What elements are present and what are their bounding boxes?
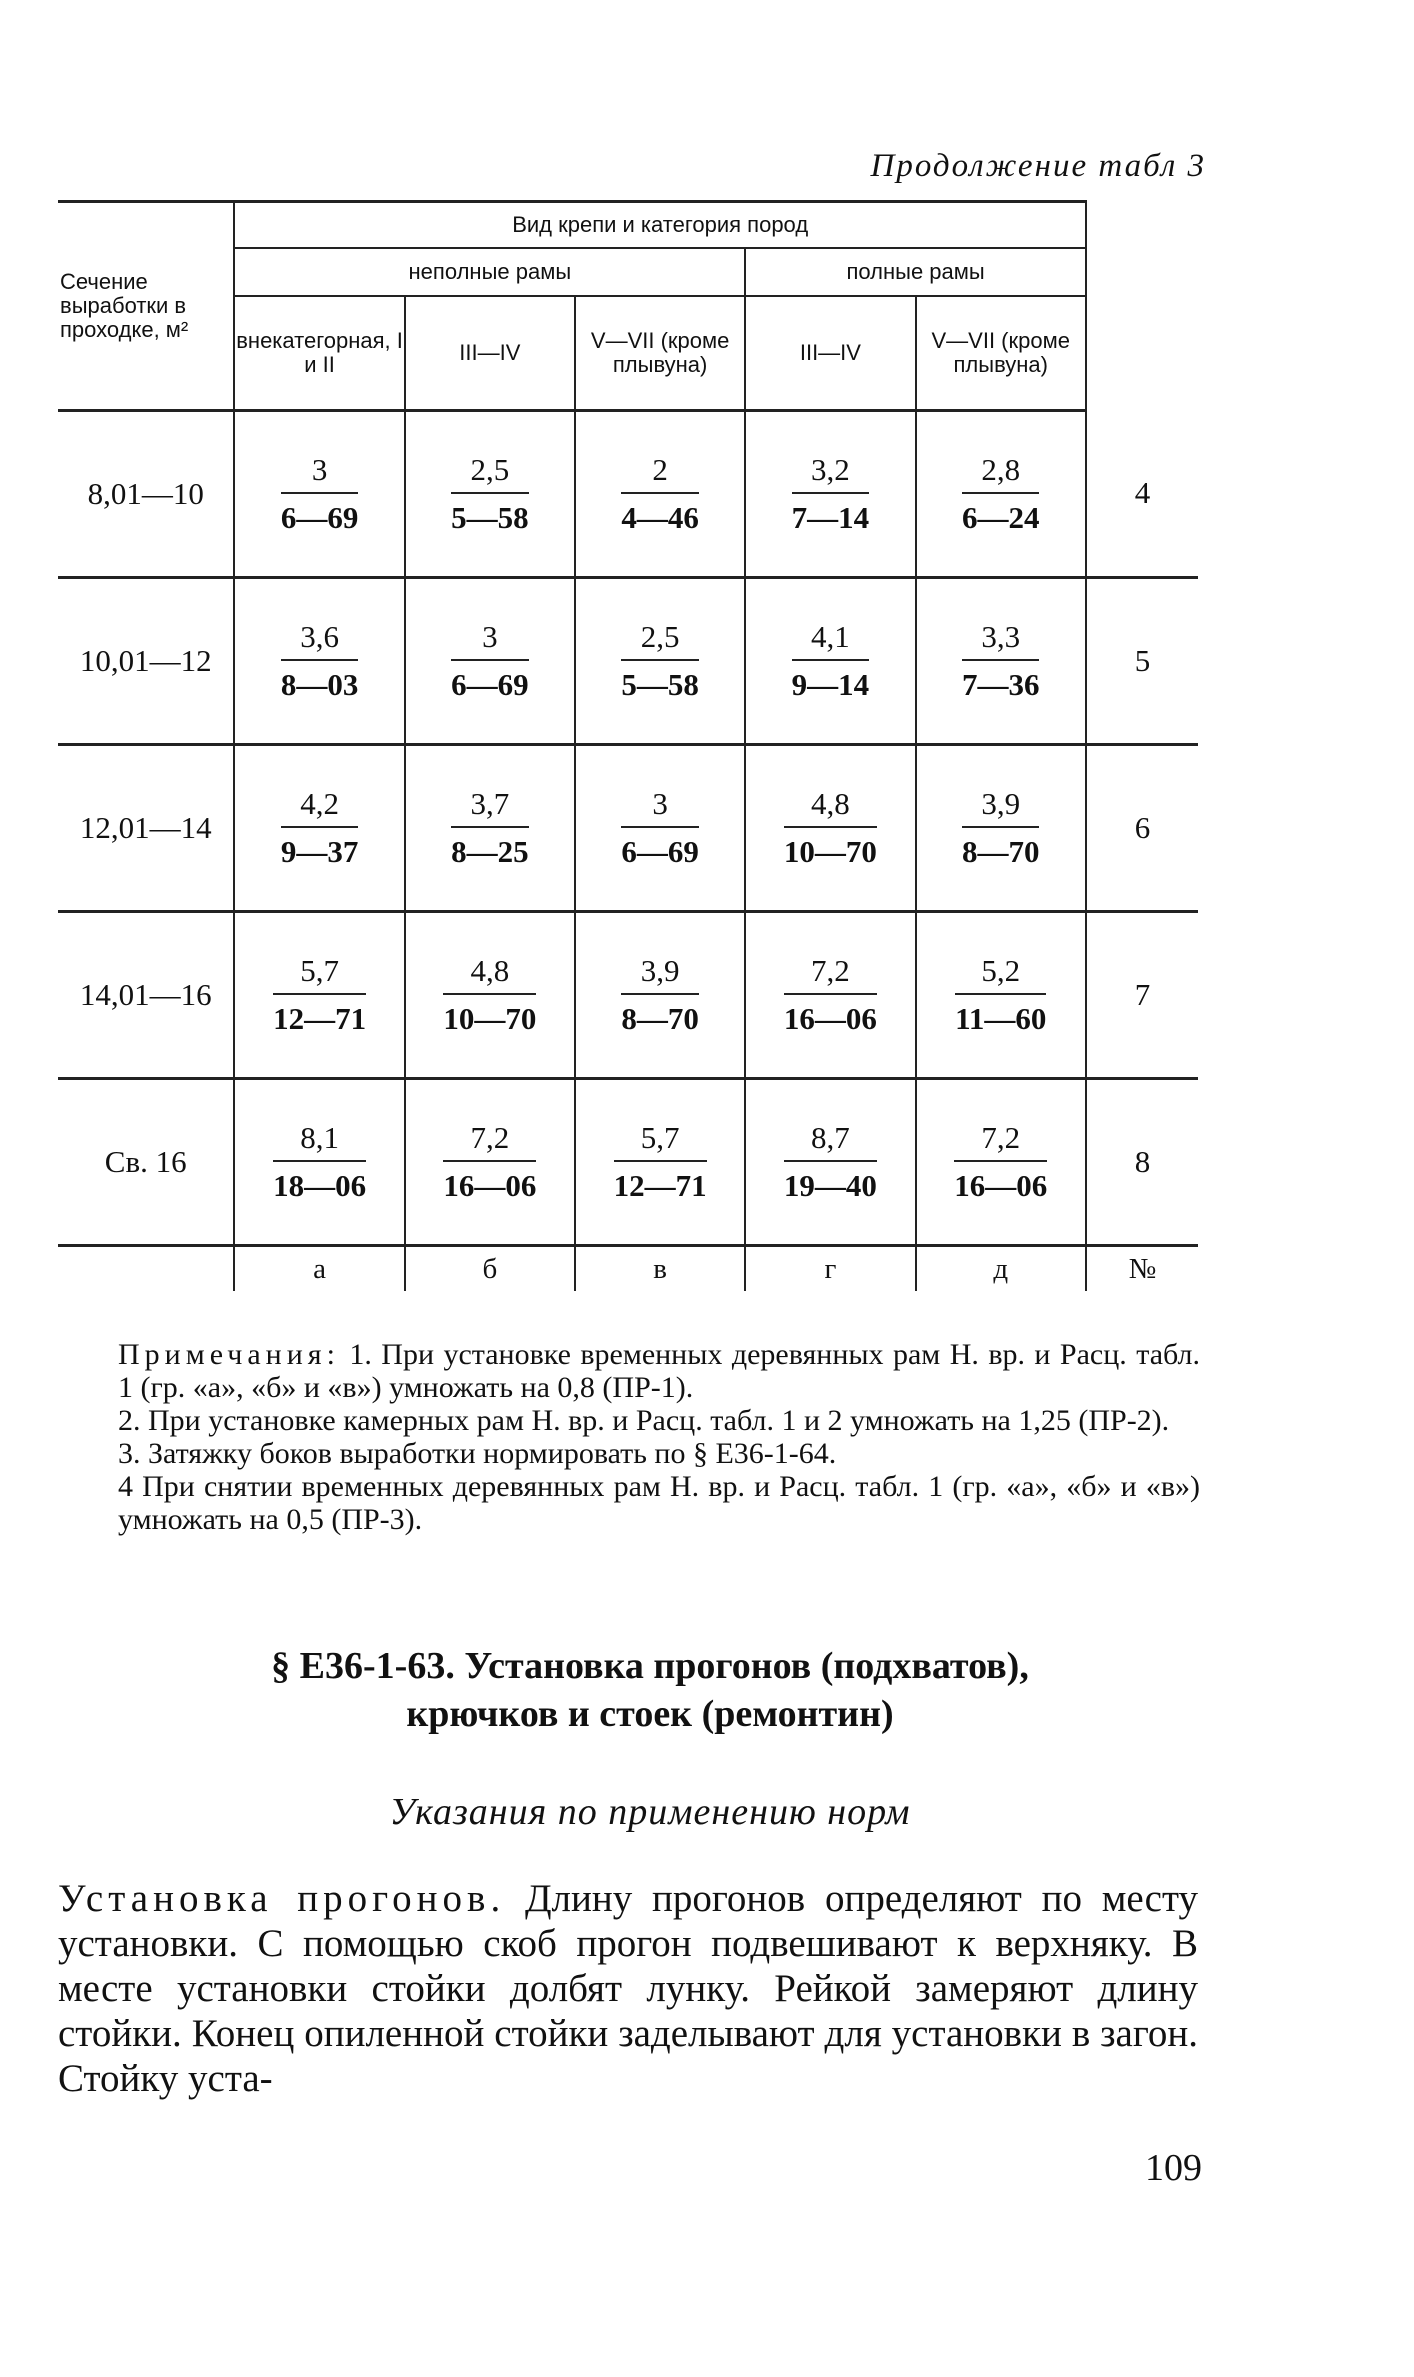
rate: 7—36 bbox=[961, 667, 1040, 702]
rate: 8—70 bbox=[621, 1001, 699, 1036]
table-row bbox=[58, 745, 1198, 912]
rate: 6—69 bbox=[621, 834, 699, 869]
norm-cell bbox=[405, 411, 575, 578]
norm-cell bbox=[575, 912, 745, 1079]
time-norm: 7,2 bbox=[954, 1120, 1047, 1162]
incomplete-frames-header: неполные рамы bbox=[234, 248, 745, 296]
note-1-text: 1. При установке временных деревянных рам Н. вр. и Расц. табл. 1 (гр. «а», «б» и «в») умножать на 0,8 (ПР-1). bbox=[118, 1338, 1200, 1404]
rate: 6—24 bbox=[961, 500, 1040, 535]
norm-cell bbox=[234, 578, 404, 745]
rate: 12—71 bbox=[273, 1001, 367, 1036]
time-norm: 3 bbox=[451, 619, 529, 661]
norm-cell bbox=[575, 1079, 745, 1246]
norm-cell bbox=[745, 411, 915, 578]
column-header-v: V—VII (кроме плывуна) bbox=[575, 296, 745, 411]
time-norm: 3 bbox=[621, 786, 699, 828]
table-row bbox=[58, 411, 1198, 578]
column-header-g: III—IV bbox=[745, 296, 915, 411]
norm-cell bbox=[405, 745, 575, 912]
time-norm: 4,8 bbox=[784, 786, 877, 828]
table-row bbox=[58, 578, 1198, 745]
column-header-b: III—IV bbox=[405, 296, 575, 411]
rate: 16—06 bbox=[954, 1168, 1048, 1203]
norm-cell bbox=[234, 411, 404, 578]
rate: 9—14 bbox=[791, 667, 870, 702]
row-number: 7 bbox=[1086, 912, 1198, 1079]
rate: 6—69 bbox=[451, 667, 529, 702]
section-cell: Св. 16 bbox=[58, 1079, 234, 1246]
row-number: 8 bbox=[1086, 1079, 1198, 1246]
norm-cell bbox=[575, 745, 745, 912]
rate: 7—14 bbox=[791, 500, 870, 535]
norm-cell bbox=[405, 1079, 575, 1246]
rate: 4—46 bbox=[621, 500, 699, 535]
rate: 6—69 bbox=[280, 500, 359, 535]
note-2: 2. При установке камерных рам Н. вр. и Расц. табл. 1 и 2 умножать на 1,25 (ПР-2). bbox=[118, 1404, 1170, 1437]
time-norm: 3,9 bbox=[962, 786, 1040, 828]
body-paragraph bbox=[58, 1876, 1198, 2101]
support-type-header: Вид крепи и категория пород bbox=[234, 202, 1086, 249]
time-norm: 2 bbox=[621, 452, 699, 494]
rate: 10—70 bbox=[783, 834, 877, 869]
note-1 bbox=[118, 1338, 1200, 1404]
table-row bbox=[58, 1079, 1198, 1246]
time-norm: 4,8 bbox=[443, 953, 536, 995]
time-norm: 7,2 bbox=[784, 953, 877, 995]
norm-cell bbox=[745, 1079, 915, 1246]
norm-cell bbox=[745, 912, 915, 1079]
note-3: 3. Затяжку боков выработки нормировать по § Е36-1-64. bbox=[118, 1437, 837, 1470]
rate: 11—60 bbox=[955, 1001, 1047, 1036]
section-column-header: Сечение выработки в проходке, м² bbox=[58, 202, 234, 411]
time-norm: 3 bbox=[281, 452, 359, 494]
table-continuation-label: Продолжение табл 3 bbox=[870, 148, 1206, 184]
row-number: 6 bbox=[1086, 745, 1198, 912]
notes-label: Примечания: bbox=[118, 1338, 340, 1371]
norm-cell bbox=[234, 1079, 404, 1246]
rate: 16—06 bbox=[783, 1001, 877, 1036]
time-norm: 4,1 bbox=[792, 619, 870, 661]
column-letter: д bbox=[916, 1246, 1086, 1292]
column-letter: г bbox=[745, 1246, 915, 1292]
page-number: 109 bbox=[1145, 2147, 1202, 2189]
norm-cell bbox=[745, 578, 915, 745]
complete-frames-header: полные рамы bbox=[745, 248, 1086, 296]
norm-cell bbox=[234, 745, 404, 912]
column-header-d: V—VII (кроме плывуна) bbox=[916, 296, 1086, 411]
time-norm: 8,7 bbox=[784, 1120, 877, 1162]
table-row bbox=[58, 912, 1198, 1079]
time-norm: 2,5 bbox=[451, 452, 529, 494]
norm-cell bbox=[916, 1079, 1086, 1246]
section-cell: 14,01—16 bbox=[58, 912, 234, 1079]
time-norm: 2,8 bbox=[962, 452, 1040, 494]
rate: 16—06 bbox=[443, 1168, 537, 1203]
norm-cell bbox=[916, 411, 1086, 578]
norm-cell bbox=[575, 411, 745, 578]
column-letters-row bbox=[58, 1246, 1198, 1292]
norm-cell bbox=[575, 578, 745, 745]
rate: 10—70 bbox=[443, 1001, 537, 1036]
number-column-header bbox=[1086, 202, 1198, 411]
time-norm: 5,7 bbox=[273, 953, 366, 995]
norm-cell bbox=[405, 912, 575, 1079]
section-cell: 10,01—12 bbox=[58, 578, 234, 745]
column-letter: а bbox=[234, 1246, 404, 1292]
number-sign: № bbox=[1086, 1246, 1198, 1292]
rate: 8—03 bbox=[280, 667, 359, 702]
time-norm: 5,7 bbox=[614, 1120, 707, 1162]
section-cell: 8,01—10 bbox=[58, 411, 234, 578]
norm-cell bbox=[234, 912, 404, 1079]
norm-cell bbox=[405, 578, 575, 745]
rate: 9—37 bbox=[280, 834, 359, 869]
section-heading bbox=[100, 1642, 1200, 1738]
section-heading-line-2: крючков и стоек (ремонтин) bbox=[406, 1693, 894, 1735]
norm-cell bbox=[916, 745, 1086, 912]
time-norm: 8,1 bbox=[273, 1120, 366, 1162]
column-header-a: внекатегорная, I и II bbox=[234, 296, 404, 411]
section-cell: 12,01—14 bbox=[58, 745, 234, 912]
norm-cell bbox=[916, 912, 1086, 1079]
rate: 8—70 bbox=[961, 834, 1040, 869]
norm-cell bbox=[916, 578, 1086, 745]
row-number: 5 bbox=[1086, 578, 1198, 745]
time-norm: 5,2 bbox=[955, 953, 1046, 995]
subheading: Указания по применению норм bbox=[389, 1791, 911, 1833]
empty-cell bbox=[58, 1246, 234, 1292]
time-norm: 2,5 bbox=[621, 619, 699, 661]
time-norm: 4,2 bbox=[281, 786, 359, 828]
body-text: Длину прогонов определяют по месту установки. С помощью скоб прогон подвешивают к верхняку. В месте установки стойки долбят лунку. Рейкой замеряют длину стойки. Конец опиленной стойки заделывают для установки в загон. Стойку уста- bbox=[58, 1877, 1198, 2100]
section-heading-line-1: § Е36-1-63. Установка прогонов (подхватов), bbox=[271, 1645, 1029, 1687]
rate: 5—58 bbox=[621, 667, 699, 702]
norms-table bbox=[58, 200, 1198, 1291]
time-norm: 3,3 bbox=[962, 619, 1040, 661]
time-norm: 3,6 bbox=[281, 619, 359, 661]
rate: 8—25 bbox=[451, 834, 529, 869]
time-norm: 7,2 bbox=[443, 1120, 536, 1162]
table-notes bbox=[118, 1338, 1200, 1536]
rate: 19—40 bbox=[783, 1168, 877, 1203]
norm-cell bbox=[745, 745, 915, 912]
rate: 12—71 bbox=[613, 1168, 707, 1203]
note-4: 4 При снятии временных деревянных рам Н. вр. и Расц. табл. 1 (гр. «а», «б» и «в») умножать на 0,5 (ПР-3). bbox=[118, 1470, 1200, 1536]
rate: 5—58 bbox=[451, 500, 529, 535]
time-norm: 3,9 bbox=[621, 953, 699, 995]
column-letter: в bbox=[575, 1246, 745, 1292]
time-norm: 3,7 bbox=[451, 786, 529, 828]
body-lead: Установка прогонов. bbox=[58, 1877, 506, 1920]
column-letter: б bbox=[405, 1246, 575, 1292]
time-norm: 3,2 bbox=[792, 452, 870, 494]
rate: 18—06 bbox=[273, 1168, 367, 1203]
row-number: 4 bbox=[1086, 411, 1198, 578]
